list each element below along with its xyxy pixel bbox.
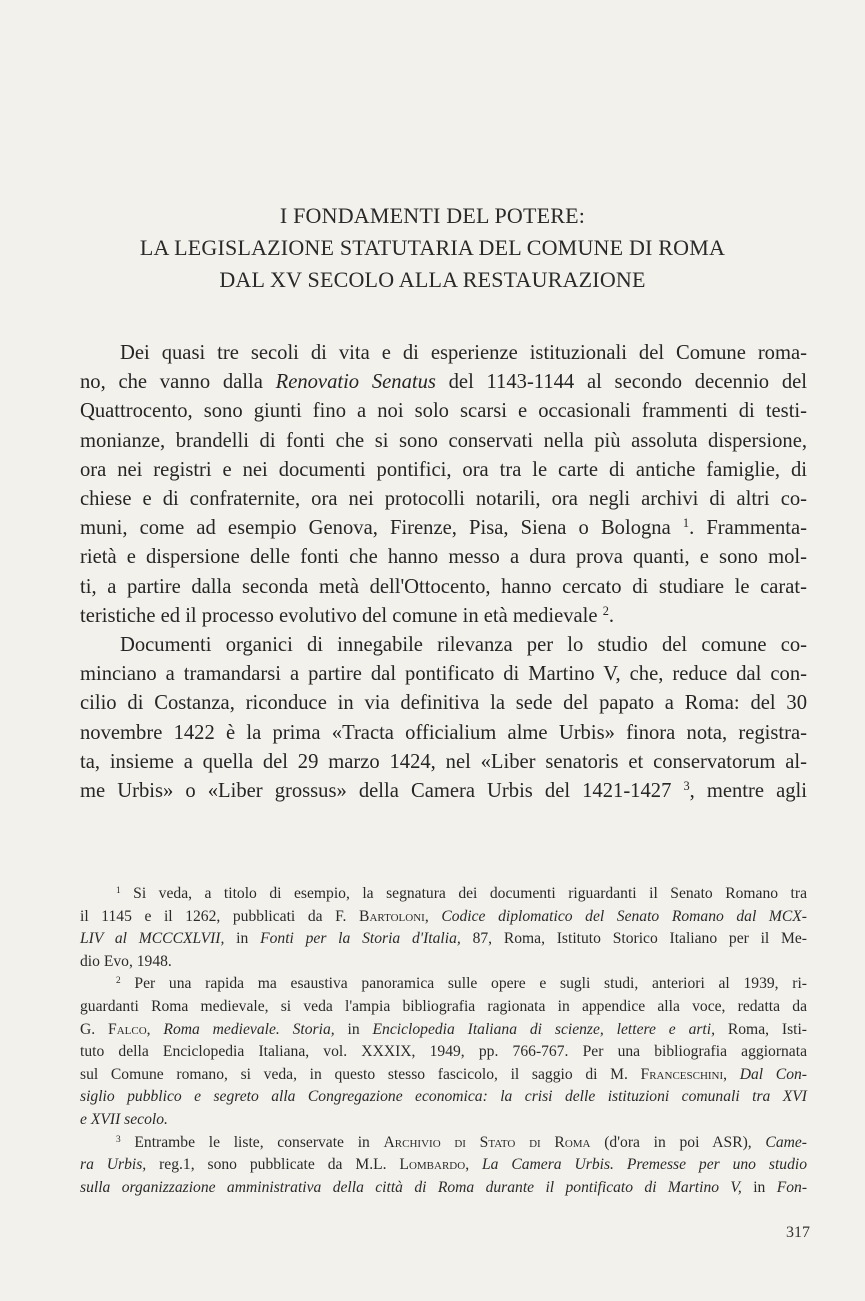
text-line: monianze, brandelli di fonti che si sono conservati nella più assoluta dispersione, xyxy=(80,429,807,452)
text-line: ti, a partire dalla seconda metà dell'Ottocento, hanno cercato di studiare le carat- xyxy=(80,575,807,598)
footnote-line: guardanti Roma medievale, si veda l'ampia bibliografia ragionata in appendice alla voce, redatta da xyxy=(80,997,807,1015)
footnote-line: G. Falco, Roma medievale. Storia, in Enciclopedia Italiana di scienze, lettere e arti, Roma, Isti- xyxy=(80,1020,807,1038)
title-line-1: I FONDAMENTI DEL POTERE: xyxy=(279,203,586,228)
footnote-line: sulla organizzazione amministrativa della città di Roma durante il pontificato di Martino V, in Fon- xyxy=(80,1178,808,1196)
page-number: 317 xyxy=(786,1224,810,1241)
paragraph-1 xyxy=(80,339,807,631)
footnote-line: ra Urbis, reg.1, sono pubblicate da M.L. Lombardo, La Camera Urbis. Premesse per uno studio xyxy=(80,1156,807,1174)
text-line: muni, come ad esempio Genova, Firenze, Pisa, Siena o Bologna $^1$. Frammenta- xyxy=(80,516,807,540)
footnote-ref-2[interactable]: 2 xyxy=(602,604,609,619)
author-name: Falco xyxy=(108,1020,147,1038)
archive-name: Archivio di Stato di Roma xyxy=(383,1133,591,1151)
text-line: chiese e di confraternite, ora nei protocolli notarili, ora negli archivi di altri co- xyxy=(80,488,807,511)
main-text xyxy=(80,339,807,806)
footnote-line: dio Evo, 1948. xyxy=(80,952,172,970)
footnote-2 xyxy=(80,973,807,1131)
text-line: me Urbis» o «Liber grossus» della Camera Urbis del 1421-1427 $^3$, mentre agli xyxy=(80,779,807,803)
footnote-ref-3[interactable]: 3 xyxy=(683,779,690,794)
italic-title: Renovatio Senatus xyxy=(275,371,436,394)
footnote-line: $^2$ Per una rapida ma esaustiva panoramica sulle opere e sugli studi, anteriori al 1939, ri- xyxy=(116,975,807,993)
text-line: minciano a tramandarsi a partire dal pontificato di Martino V, che, reduce dal con- xyxy=(80,663,807,686)
footnote-line: tuto della Enciclopedia Italiana, vol. XXXIX, 1949, pp. 766-767. Per una bibliografia aggiornata xyxy=(80,1043,807,1061)
footnote-1 xyxy=(80,883,807,973)
footnotes xyxy=(80,883,807,1199)
footnote-3 xyxy=(80,1132,807,1200)
footnote-line: siglio pubblico e segreto alla Congregazione economica: la crisi delle istituzioni comunali tra XVI xyxy=(80,1088,807,1106)
text-line: rietà e dispersione delle fonti che hanno messo a dura prova quanti, e sono mol- xyxy=(80,546,807,569)
paragraph-2 xyxy=(80,631,807,806)
footnote-line: e XVII secolo. xyxy=(80,1110,168,1128)
text-line: novembre 1422 è la prima «Tracta officialium alme Urbis» finora nota, registra- xyxy=(80,721,807,744)
author-name: Lombardo xyxy=(399,1156,466,1174)
text-line: Documenti organici di innegabile rilevanza per lo studio del comune co- xyxy=(120,634,807,657)
footnote-number: 2 xyxy=(116,976,121,987)
author-name: Bartoloni xyxy=(359,907,425,925)
text-line: no, che vanno dalla Renovatio Senatus del 1143-1144 al secondo decennio del xyxy=(80,371,807,394)
footnote-line: $^1$ Si veda, a titolo di esempio, la segnatura dei documenti riguardanti il Senato Romano tra xyxy=(116,885,807,902)
text-line: ta, insieme a quella del 29 marzo 1424, nel «Liber senatoris et conservatorum al- xyxy=(80,750,807,773)
title-line-2: LA LEGISLAZIONE STATUTARIA DEL COMUNE DI ROMA xyxy=(139,235,726,260)
text-line: cilio di Costanza, riconduce in via definitiva la sede del papato a Roma: del 30 xyxy=(80,692,807,715)
author-name: Franceschini xyxy=(640,1065,724,1083)
text-line: Dei quasi tre secoli di vita e di esperienze istituzionali del Comune roma- xyxy=(120,342,807,364)
title-line-3: DAL XV SECOLO ALLA RESTAURAZIONE xyxy=(219,267,646,292)
footnote-line: $^3$ Entrambe le liste, conservate in Archivio di Stato di Roma (d'ora in poi ASR), Came- xyxy=(116,1133,807,1151)
footnote-number: 1 xyxy=(116,885,121,896)
chapter-title xyxy=(80,200,785,296)
footnote-line: LIV al MCCCXLVII, in Fonti per la Storia d'Italia, 87, Roma, Istituto Storico Italiano per il Me- xyxy=(80,930,807,948)
footnote-line: il 1145 e il 1262, pubblicati da F. Bartoloni, Codice diplomatico del Senato Romano dal MCX- xyxy=(80,907,808,925)
text-line: teristiche ed il processo evolutivo del comune in età medievale $^2$. xyxy=(80,604,615,627)
footnote-line: sul Comune romano, si veda, in questo stesso fascicolo, il saggio di M. Franceschini, Dal Con- xyxy=(80,1065,807,1083)
footnote-number: 3 xyxy=(116,1134,121,1145)
text-line: Quattrocento, sono giunti fino a noi solo scarsi e occasionali frammenti di testi- xyxy=(80,400,807,423)
text-line: ora nei registri e nei documenti pontifici, ora tra le carte di antiche famiglie, di xyxy=(80,458,807,481)
footnote-ref-1[interactable]: 1 xyxy=(682,516,690,531)
